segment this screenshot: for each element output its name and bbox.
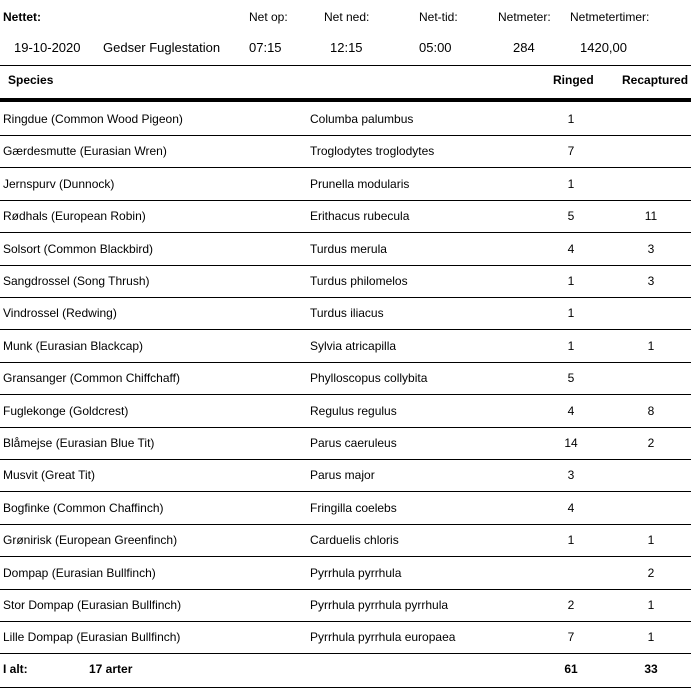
table-row [0,427,691,459]
ringed-count: 1 [567,338,575,353]
ringed-count: 1 [567,533,575,548]
species-name: Fuglekonge (Goldcrest) [3,403,129,418]
net-down-label: Net ned: [324,10,370,24]
latin-name: Carduelis chloris [310,533,399,548]
table-row [0,557,691,589]
ringed-count: 1 [567,112,575,126]
net-time-value: 05:00 [419,40,452,55]
species-name: Vindrossel (Redwing) [3,306,117,321]
ringed-count: 1 [567,306,575,321]
ringed-count: 1 [567,274,575,288]
net-up-value: 07:15 [249,40,282,55]
latin-name: Sylvia atricapilla [310,338,397,353]
latin-name: Fringilla coelebs [310,500,397,515]
ringed-count: 1 [567,176,575,191]
ringed-count: 7 [567,144,575,159]
header-divider [0,65,691,66]
species-name: Dompap (Eurasian Bullfinch) [3,565,156,580]
footer-divider [0,687,691,688]
total-ringed: 61 [564,662,578,676]
net-up-label: Net op: [249,10,288,24]
table-row [0,168,691,200]
latin-name: Columba palumbus [310,112,414,126]
ringed-count: 14 [564,436,578,450]
net-label: Nettet: [3,10,41,24]
table-row [0,265,691,297]
species-name: Grønirisk (European Greenfinch) [3,533,178,548]
species-name: Lille Dompap (Eurasian Bullfinch) [3,630,181,645]
column-header-ringed: Ringed [553,73,594,87]
date-value: 19-10-2020 [14,40,81,55]
recaptured-count: 1 [647,598,655,612]
table-row [0,492,691,524]
species-name: Jernspurv (Dunnock) [3,176,115,191]
species-name: Gransanger (Common Chiffchaff) [3,371,180,386]
recaptured-count: 1 [647,630,655,645]
total-species-count: 17 arter [89,662,133,676]
latin-name: Prunella modularis [310,176,410,191]
recaptured-count: 1 [647,338,655,353]
ringed-count: 2 [567,598,575,612]
recaptured-count: 2 [647,436,655,450]
latin-name: Troglodytes troglodytes [310,144,435,159]
species-name: Solsort (Common Blackbird) [3,241,154,256]
species-name: Musvit (Great Tit) [3,468,96,483]
net-down-value: 12:15 [330,40,363,55]
latin-name: Turdus merula [310,241,387,256]
latin-name: Parus caeruleus [310,436,397,450]
row-divider [0,653,691,654]
table-row [0,524,691,556]
ringed-count: 3 [567,468,575,483]
species-name: Blåmejse (Eurasian Blue Tit) [3,436,155,450]
table-row [0,135,691,167]
table-row [0,459,691,491]
species-name: Sangdrossel (Song Thrush) [3,274,150,288]
latin-name: Pyrrhula pyrrhula europaea [310,630,456,645]
species-name: Bogfinke (Common Chaffinch) [3,500,164,515]
recaptured-count: 1 [647,533,655,548]
latin-name: Turdus iliacus [310,306,384,321]
total-recaptured: 33 [644,662,658,676]
recaptured-count: 2 [647,565,655,580]
species-name: Gærdesmutte (Eurasian Wren) [3,144,167,159]
latin-name: Parus major [310,468,375,483]
recaptured-count: 3 [647,274,655,288]
net-meter-hours-label: Netmetertimer: [570,10,650,24]
net-time-label: Net-tid: [419,10,458,24]
table-row [0,297,691,329]
column-header-species: Species [8,73,54,87]
latin-name: Erithacus rubecula [310,209,410,224]
latin-name: Pyrrhula pyrrhula pyrrhula [310,598,449,612]
ringed-count: 5 [567,209,575,224]
ringed-count: 4 [567,403,575,418]
ringed-count: 7 [567,630,575,645]
ringed-count: 5 [567,371,575,386]
recaptured-count: 3 [647,241,655,256]
latin-name: Pyrrhula pyrrhula [310,565,402,580]
recaptured-count: 8 [647,403,655,418]
table-row [0,621,691,653]
table-row [0,233,691,265]
total-label: I alt: [3,662,28,676]
column-header-divider [0,98,691,102]
species-name: Ringdue (Common Wood Pigeon) [3,112,183,126]
table-row [0,395,691,427]
latin-name: Regulus regulus [310,403,397,418]
species-name: Stor Dompap (Eurasian Bullfinch) [3,598,182,612]
species-name: Munk (Eurasian Blackcap) [3,338,144,353]
table-row [0,589,691,621]
net-meters-label: Netmeter: [498,10,551,24]
table-row [0,200,691,232]
recaptured-count: 11 [644,209,658,224]
table-row [0,362,691,394]
species-name: Rødhals (European Robin) [3,209,146,224]
ringed-count: 4 [567,241,575,256]
latin-name: Phylloscopus collybita [310,371,428,386]
table-row [0,103,691,135]
ringed-count: 4 [567,500,575,515]
net-meter-hours-value: 1420,00 [580,40,627,55]
net-meters-value: 284 [513,40,535,55]
column-header-recaptured: Recaptured [622,73,689,87]
latin-name: Turdus philomelos [310,274,408,288]
table-row [0,330,691,362]
station-name: Gedser Fuglestation [103,40,221,55]
